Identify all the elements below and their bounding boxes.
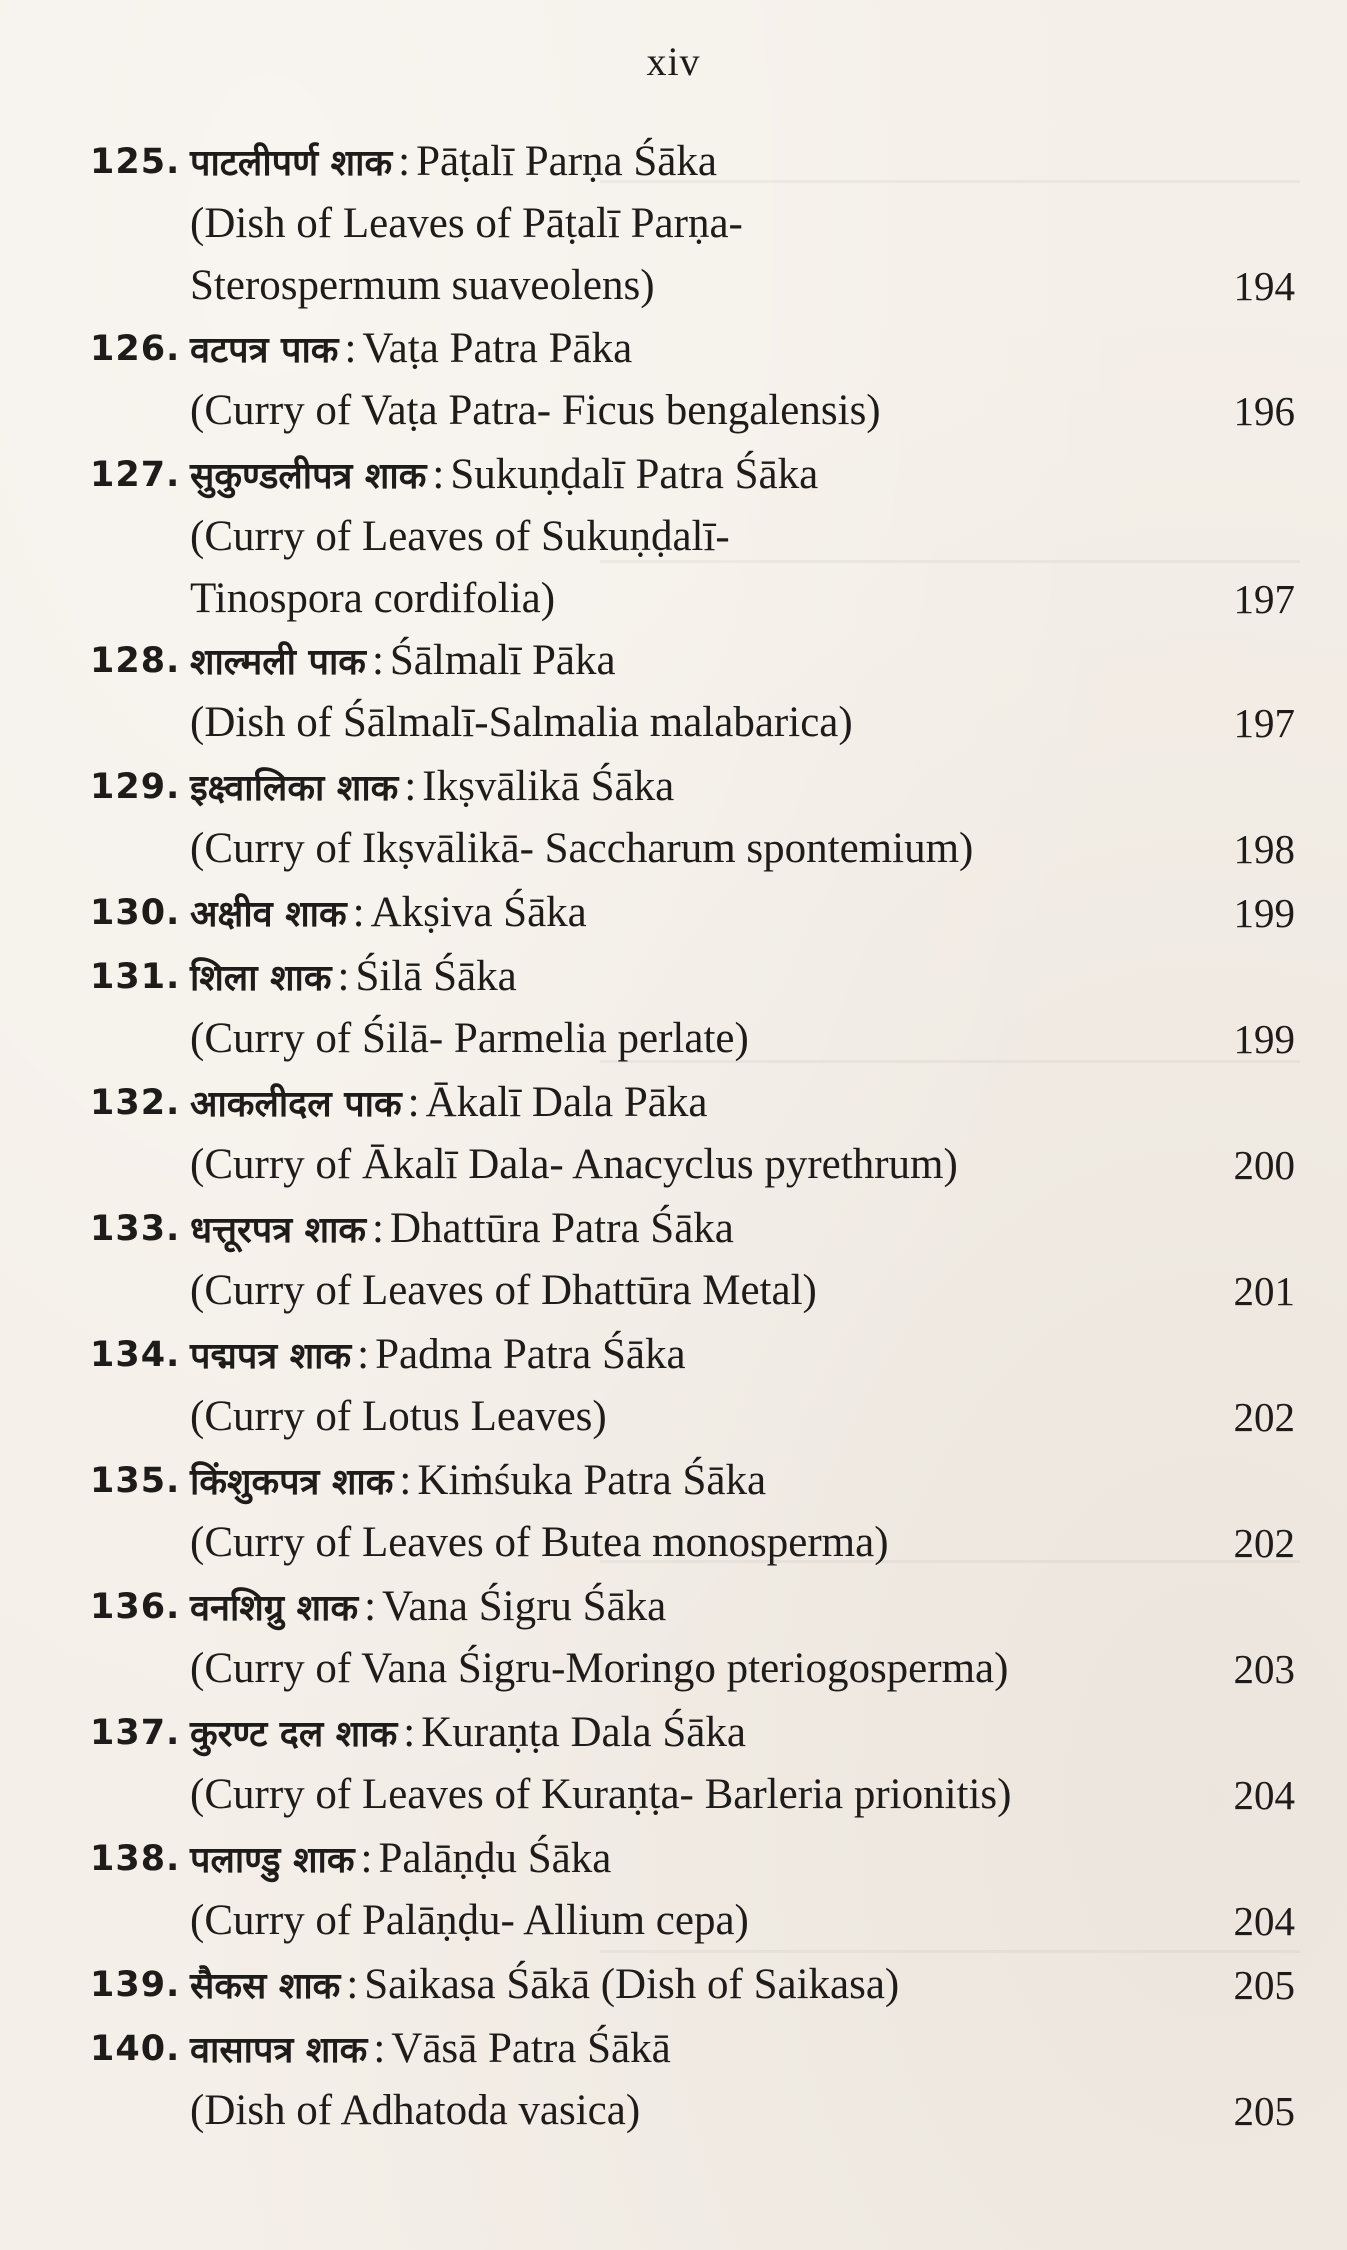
toc-entry [0, 1828, 1347, 1952]
entry-description: Sterospermum suaveolens) [190, 262, 655, 309]
entry-number: 134. [90, 1335, 181, 1375]
entry-hindi-title: किंशुकपत्र शाक [190, 1462, 394, 1503]
entry-page-number: 196 [1233, 388, 1295, 434]
entry-title: आकलीदल पाक : Ākalī Dala Pāka [190, 1079, 708, 1126]
entry-page-number: 199 [1233, 1016, 1295, 1062]
entry-title: शाल्मली पाक : Śālmalī Pāka [190, 637, 616, 684]
entry-number: 125. [90, 142, 181, 182]
entry-hindi-title: अक्षीव शाक [190, 894, 347, 935]
entry-description: (Curry of Palāṇḍu- Allium cepa) [190, 1897, 749, 1944]
entry-heading-line [0, 2018, 1347, 2080]
entry-heading-line [0, 1072, 1347, 1134]
entry-latin-title: Vaṭa Patra Pāka [362, 325, 633, 372]
toc-entry [0, 1702, 1347, 1826]
entry-page-number: 205 [1233, 1962, 1295, 2008]
entry-title: वासापत्र शाक : Vāsā Patra Śākā [190, 2025, 671, 2072]
entry-hindi-title: वासापत्र शाक [190, 2030, 368, 2071]
entry-heading-line [0, 318, 1347, 380]
toc-entry [0, 1954, 1347, 2016]
entry-heading-line [0, 1702, 1347, 1764]
entry-number: 130. [90, 893, 181, 933]
entry-description: (Curry of Vana Śigru-Moringo pteriogosperma) [190, 1645, 1009, 1692]
entry-number: 128. [90, 641, 181, 681]
entry-heading-line [0, 756, 1347, 818]
entry-description-line [0, 1638, 1347, 1700]
entry-hindi-title: सुकुण्डलीपत्र शाक [190, 456, 427, 497]
entry-description: (Curry of Vaṭa Patra- Ficus bengalensis) [190, 387, 881, 434]
entry-hindi-title: वनशिग्रु शाक [190, 1588, 359, 1629]
entry-hindi-title: सैकस शाक [190, 1966, 341, 2007]
entry-description: (Dish of Leaves of Pāṭalī Parṇa- [190, 200, 743, 247]
entry-description-line [0, 506, 1347, 568]
entry-latin-title: Ākalī Dala Pāka [425, 1079, 708, 1126]
entry-title: इक्ष्वालिका शाक : Ikṣvālikā Śāka [190, 763, 675, 810]
entry-page-number: 199 [1233, 890, 1295, 936]
entry-number: 133. [90, 1209, 181, 1249]
entry-heading-line [0, 1324, 1347, 1386]
entry-heading-line [0, 444, 1347, 506]
entry-page-number: 202 [1233, 1520, 1295, 1566]
entry-title: धत्तूरपत्र शाक : Dhattūra Patra Śāka [190, 1205, 734, 1252]
entry-heading-line [0, 1576, 1347, 1638]
toc-entry [0, 756, 1347, 880]
toc-entry [0, 1198, 1347, 1322]
entry-number: 126. [90, 329, 181, 369]
entry-page-number: 197 [1233, 700, 1295, 746]
entry-page-number: 202 [1233, 1394, 1295, 1440]
toc-entry [0, 318, 1347, 442]
entry-page-number: 200 [1233, 1142, 1295, 1188]
entry-heading-line [0, 1450, 1347, 1512]
entry-heading-line [0, 630, 1347, 692]
entry-description: (Curry of Lotus Leaves) [190, 1393, 607, 1440]
entry-description-line [0, 1512, 1347, 1574]
entry-title: वटपत्र पाक : Vaṭa Patra Pāka [190, 325, 633, 372]
entry-number: 137. [90, 1713, 181, 1753]
entry-heading-line [0, 131, 1347, 193]
entry-hindi-title: आकलीदल पाक [190, 1084, 402, 1125]
entry-description: (Curry of Leaves of Butea monosperma) [190, 1519, 889, 1566]
entry-number: 139. [90, 1965, 181, 2005]
entry-latin-title: Śālmalī Pāka [389, 637, 616, 684]
entry-description-line [0, 1386, 1347, 1448]
entry-hindi-title: वटपत्र पाक [190, 330, 339, 371]
entry-latin-title: Padma Patra Śāka [375, 1331, 686, 1378]
entry-latin-title: Śilā Śāka [355, 953, 517, 1000]
entry-latin-title: Kuraṇṭa Dala Śāka [421, 1709, 746, 1756]
entry-number: 132. [90, 1083, 181, 1123]
toc-entry [0, 444, 1347, 630]
entry-number: 129. [90, 767, 181, 807]
entry-latin-title: Sukuṇḍalī Patra Śāka [450, 451, 819, 498]
entry-description-line [0, 1008, 1347, 1070]
entry-title: सुकुण्डलीपत्र शाक : Sukuṇḍalī Patra Śāka [190, 451, 819, 498]
entry-title: वनशिग्रु शाक : Vana Śigru Śāka [190, 1583, 667, 1630]
toc-entry [0, 1324, 1347, 1448]
toc-entry [0, 1576, 1347, 1700]
entry-description: Tinospora cordifolia) [190, 575, 556, 622]
entry-page-number: 204 [1233, 1898, 1295, 1944]
entry-latin-title: Kiṁśuka Patra Śāka [417, 1457, 767, 1504]
entry-latin-title: Pāṭalī Parṇa Śāka [416, 138, 717, 185]
entry-number: 131. [90, 957, 181, 997]
entry-page-number: 201 [1233, 1268, 1295, 1314]
entry-title: सैकस शाक : Saikasa Śākā (Dish of Saikasa) [190, 1961, 900, 2008]
entry-hindi-title: पाटलीपर्ण शाक [190, 143, 393, 184]
entry-description: (Curry of Leaves of Kuraṇṭa- Barleria prionitis) [190, 1771, 1012, 1818]
entry-description-line [0, 1890, 1347, 1952]
toc-entry [0, 1072, 1347, 1196]
entry-number: 138. [90, 1839, 181, 1879]
entry-page-number: 203 [1233, 1646, 1295, 1692]
entry-description-line [0, 380, 1347, 442]
entry-description: (Curry of Śilā- Parmelia perlate) [190, 1015, 749, 1062]
entry-description: (Dish of Adhatoda vasica) [190, 2087, 641, 2134]
entry-heading-line [0, 882, 1347, 944]
entry-number: 140. [90, 2029, 181, 2069]
entry-description-line [0, 818, 1347, 880]
entry-heading-line [0, 1198, 1347, 1260]
entry-description-line [0, 1134, 1347, 1196]
toc-entry [0, 131, 1347, 317]
entry-title: पाटलीपर्ण शाक : Pāṭalī Parṇa Śāka [190, 138, 717, 185]
entry-page-number: 194 [1233, 263, 1295, 309]
entry-number: 127. [90, 455, 181, 495]
page-number: xiv [646, 39, 701, 84]
entry-hindi-title: इक्ष्वालिका शाक [190, 768, 399, 809]
entry-latin-title: Vāsā Patra Śākā [391, 2025, 671, 2072]
entry-description: (Curry of Ikṣvālikā- Saccharum spontemium) [190, 825, 974, 872]
entry-description: (Curry of Leaves of Dhattūra Metal) [190, 1267, 817, 1314]
entry-hindi-title: पलाण्डु शाक [190, 1840, 355, 1881]
toc-entry [0, 882, 1347, 944]
entry-description: (Curry of Ākalī Dala- Anacyclus pyrethrum) [190, 1141, 958, 1188]
entry-page-number: 198 [1233, 826, 1295, 872]
entry-description-line [0, 568, 1347, 630]
entry-number: 135. [90, 1461, 181, 1501]
entry-title: पद्मपत्र शाक : Padma Patra Śāka [190, 1331, 686, 1378]
entry-latin-title: Akṣiva Śāka [370, 889, 587, 936]
entry-latin-title: Saikasa Śākā (Dish of Saikasa) [364, 1961, 900, 2008]
entry-latin-title: Dhattūra Patra Śāka [390, 1205, 734, 1252]
entry-description-line [0, 1764, 1347, 1826]
entry-hindi-title: पद्मपत्र शाक [190, 1336, 352, 1377]
entry-hindi-title: शिला शाक [190, 958, 332, 999]
entry-page-number: 204 [1233, 1772, 1295, 1818]
entry-description-line [0, 692, 1347, 754]
entry-description: (Curry of Leaves of Sukuṇḍalī- [190, 513, 730, 560]
entry-latin-title: Vana Śigru Śāka [382, 1583, 667, 1630]
entry-description-line [0, 255, 1347, 317]
entry-page-number: 197 [1233, 576, 1295, 622]
entry-description-line [0, 2080, 1347, 2142]
entry-page-number: 205 [1233, 2088, 1295, 2134]
toc-entry [0, 2018, 1347, 2142]
entry-description-line [0, 193, 1347, 255]
entry-heading-line [0, 1954, 1347, 2016]
entry-description-line [0, 1260, 1347, 1322]
entry-title: पलाण्डु शाक : Palāṇḍu Śāka [190, 1835, 612, 1882]
entry-title: शिला शाक : Śilā Śāka [190, 953, 517, 1000]
entry-latin-title: Ikṣvālikā Śāka [422, 763, 675, 810]
entry-title: किंशुकपत्र शाक : Kiṁśuka Patra Śāka [190, 1457, 767, 1504]
entry-title: अक्षीव शाक : Akṣiva Śāka [190, 889, 587, 936]
toc-entry [0, 630, 1347, 754]
entry-latin-title: Palāṇḍu Śāka [378, 1835, 612, 1882]
entry-hindi-title: धत्तूरपत्र शाक [190, 1210, 367, 1251]
entry-hindi-title: कुरण्ट दल शाक [190, 1714, 398, 1755]
entry-description: (Dish of Śālmalī-Salmalia malabarica) [190, 699, 853, 746]
entry-title: कुरण्ट दल शाक : Kuraṇṭa Dala Śāka [190, 1709, 746, 1756]
toc-entry [0, 1450, 1347, 1574]
entry-hindi-title: शाल्मली पाक [190, 642, 366, 683]
entry-heading-line [0, 1828, 1347, 1890]
entry-number: 136. [90, 1587, 181, 1627]
toc-entry [0, 946, 1347, 1070]
entry-heading-line [0, 946, 1347, 1008]
